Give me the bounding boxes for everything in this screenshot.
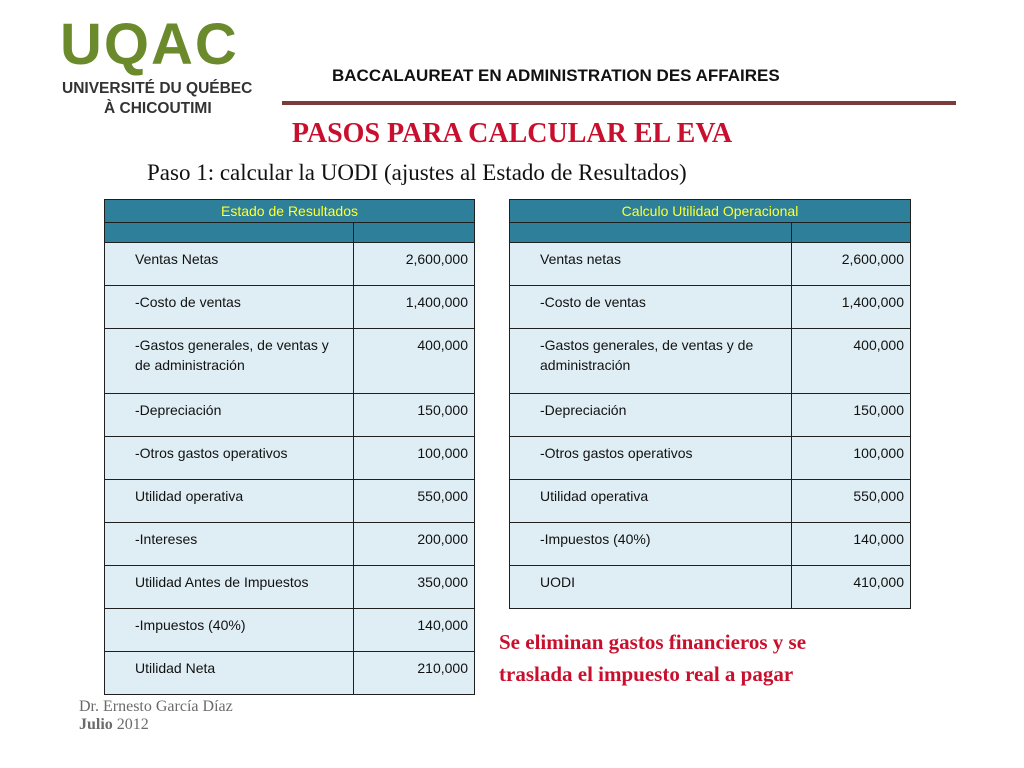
row-label: -Otros gastos operativos — [510, 437, 792, 480]
row-value: 1,400,000 — [792, 286, 911, 329]
explanatory-note — [499, 626, 806, 690]
row-value: 410,000 — [792, 566, 911, 609]
row-label: -Gastos generales, de ventas y de administración — [105, 329, 354, 394]
income-statement-table — [104, 199, 475, 695]
row-label: -Depreciación — [510, 394, 792, 437]
row-value: 550,000 — [354, 480, 475, 523]
table-row — [510, 523, 911, 566]
row-value: 350,000 — [354, 566, 475, 609]
note-line-1: Se eliminan gastos financieros y se — [499, 630, 807, 654]
row-value: 2,600,000 — [792, 243, 911, 286]
logo-acronym: UQAC — [60, 12, 239, 77]
row-label: -Impuestos (40%) — [510, 523, 792, 566]
row-value: 100,000 — [354, 437, 475, 480]
table-row — [105, 652, 475, 695]
footer-author: Dr. Ernesto García Díaz — [79, 698, 233, 715]
table-row — [105, 329, 475, 394]
operating-profit-header: Calculo Utilidad Operacional — [510, 200, 911, 223]
row-label: Utilidad operativa — [105, 480, 354, 523]
footer-date — [79, 716, 149, 734]
row-label: -Gastos generales, de ventas y de administración — [510, 329, 792, 394]
table-row — [510, 394, 911, 437]
table-row — [510, 329, 911, 394]
program-title: BACCALAUREAT EN ADMINISTRATION DES AFFAIRES — [332, 66, 780, 85]
row-label: -Depreciación — [105, 394, 354, 437]
table-row — [510, 480, 911, 523]
footer-month: Julio — [79, 716, 113, 733]
table-row — [510, 243, 911, 286]
row-value: 210,000 — [354, 652, 475, 695]
table-row — [105, 286, 475, 329]
header-band — [354, 223, 475, 243]
row-value: 150,000 — [792, 394, 911, 437]
header-band — [510, 223, 792, 243]
row-value: 200,000 — [354, 523, 475, 566]
row-label: Utilidad operativa — [510, 480, 792, 523]
row-label: Ventas netas — [510, 243, 792, 286]
table-row — [105, 480, 475, 523]
row-label: -Intereses — [105, 523, 354, 566]
table-row — [105, 437, 475, 480]
row-value: 550,000 — [792, 480, 911, 523]
row-value: 150,000 — [354, 394, 475, 437]
row-label: -Otros gastos operativos — [105, 437, 354, 480]
slide-subtitle: Paso 1: calcular la UODI (ajustes al Estado de Resultados) — [147, 160, 687, 185]
table-row — [510, 437, 911, 480]
row-label: -Impuestos (40%) — [105, 609, 354, 652]
row-label: Utilidad Antes de Impuestos — [105, 566, 354, 609]
logo-campus-line: À CHICOUTIMI — [104, 100, 212, 117]
row-label: UODI — [510, 566, 792, 609]
table-row — [105, 523, 475, 566]
slide-title: PASOS PARA CALCULAR EL EVA — [291, 118, 733, 149]
table-row — [105, 609, 475, 652]
row-label: Utilidad Neta — [105, 652, 354, 695]
header-band — [105, 223, 354, 243]
row-value: 400,000 — [354, 329, 475, 394]
footer-year: 2012 — [116, 716, 149, 733]
uqac-logo — [60, 12, 282, 120]
table-row — [510, 286, 911, 329]
table-row — [105, 566, 475, 609]
header-band — [792, 223, 911, 243]
operating-profit-table — [509, 199, 911, 609]
row-value: 100,000 — [792, 437, 911, 480]
logo-university-line: UNIVERSITÉ DU QUÉBEC — [62, 80, 253, 97]
table-row — [105, 394, 475, 437]
row-value: 1,400,000 — [354, 286, 475, 329]
row-value: 2,600,000 — [354, 243, 475, 286]
row-label: Ventas Netas — [105, 243, 354, 286]
row-label: -Costo de ventas — [510, 286, 792, 329]
note-line-2: traslada el impuesto real a pagar — [499, 662, 794, 686]
row-value: 400,000 — [792, 329, 911, 394]
row-label: -Costo de ventas — [105, 286, 354, 329]
row-value: 140,000 — [354, 609, 475, 652]
row-value: 140,000 — [792, 523, 911, 566]
table-row — [105, 243, 475, 286]
table-row — [510, 566, 911, 609]
income-statement-header: Estado de Resultados — [105, 200, 475, 223]
header-divider — [282, 101, 956, 105]
